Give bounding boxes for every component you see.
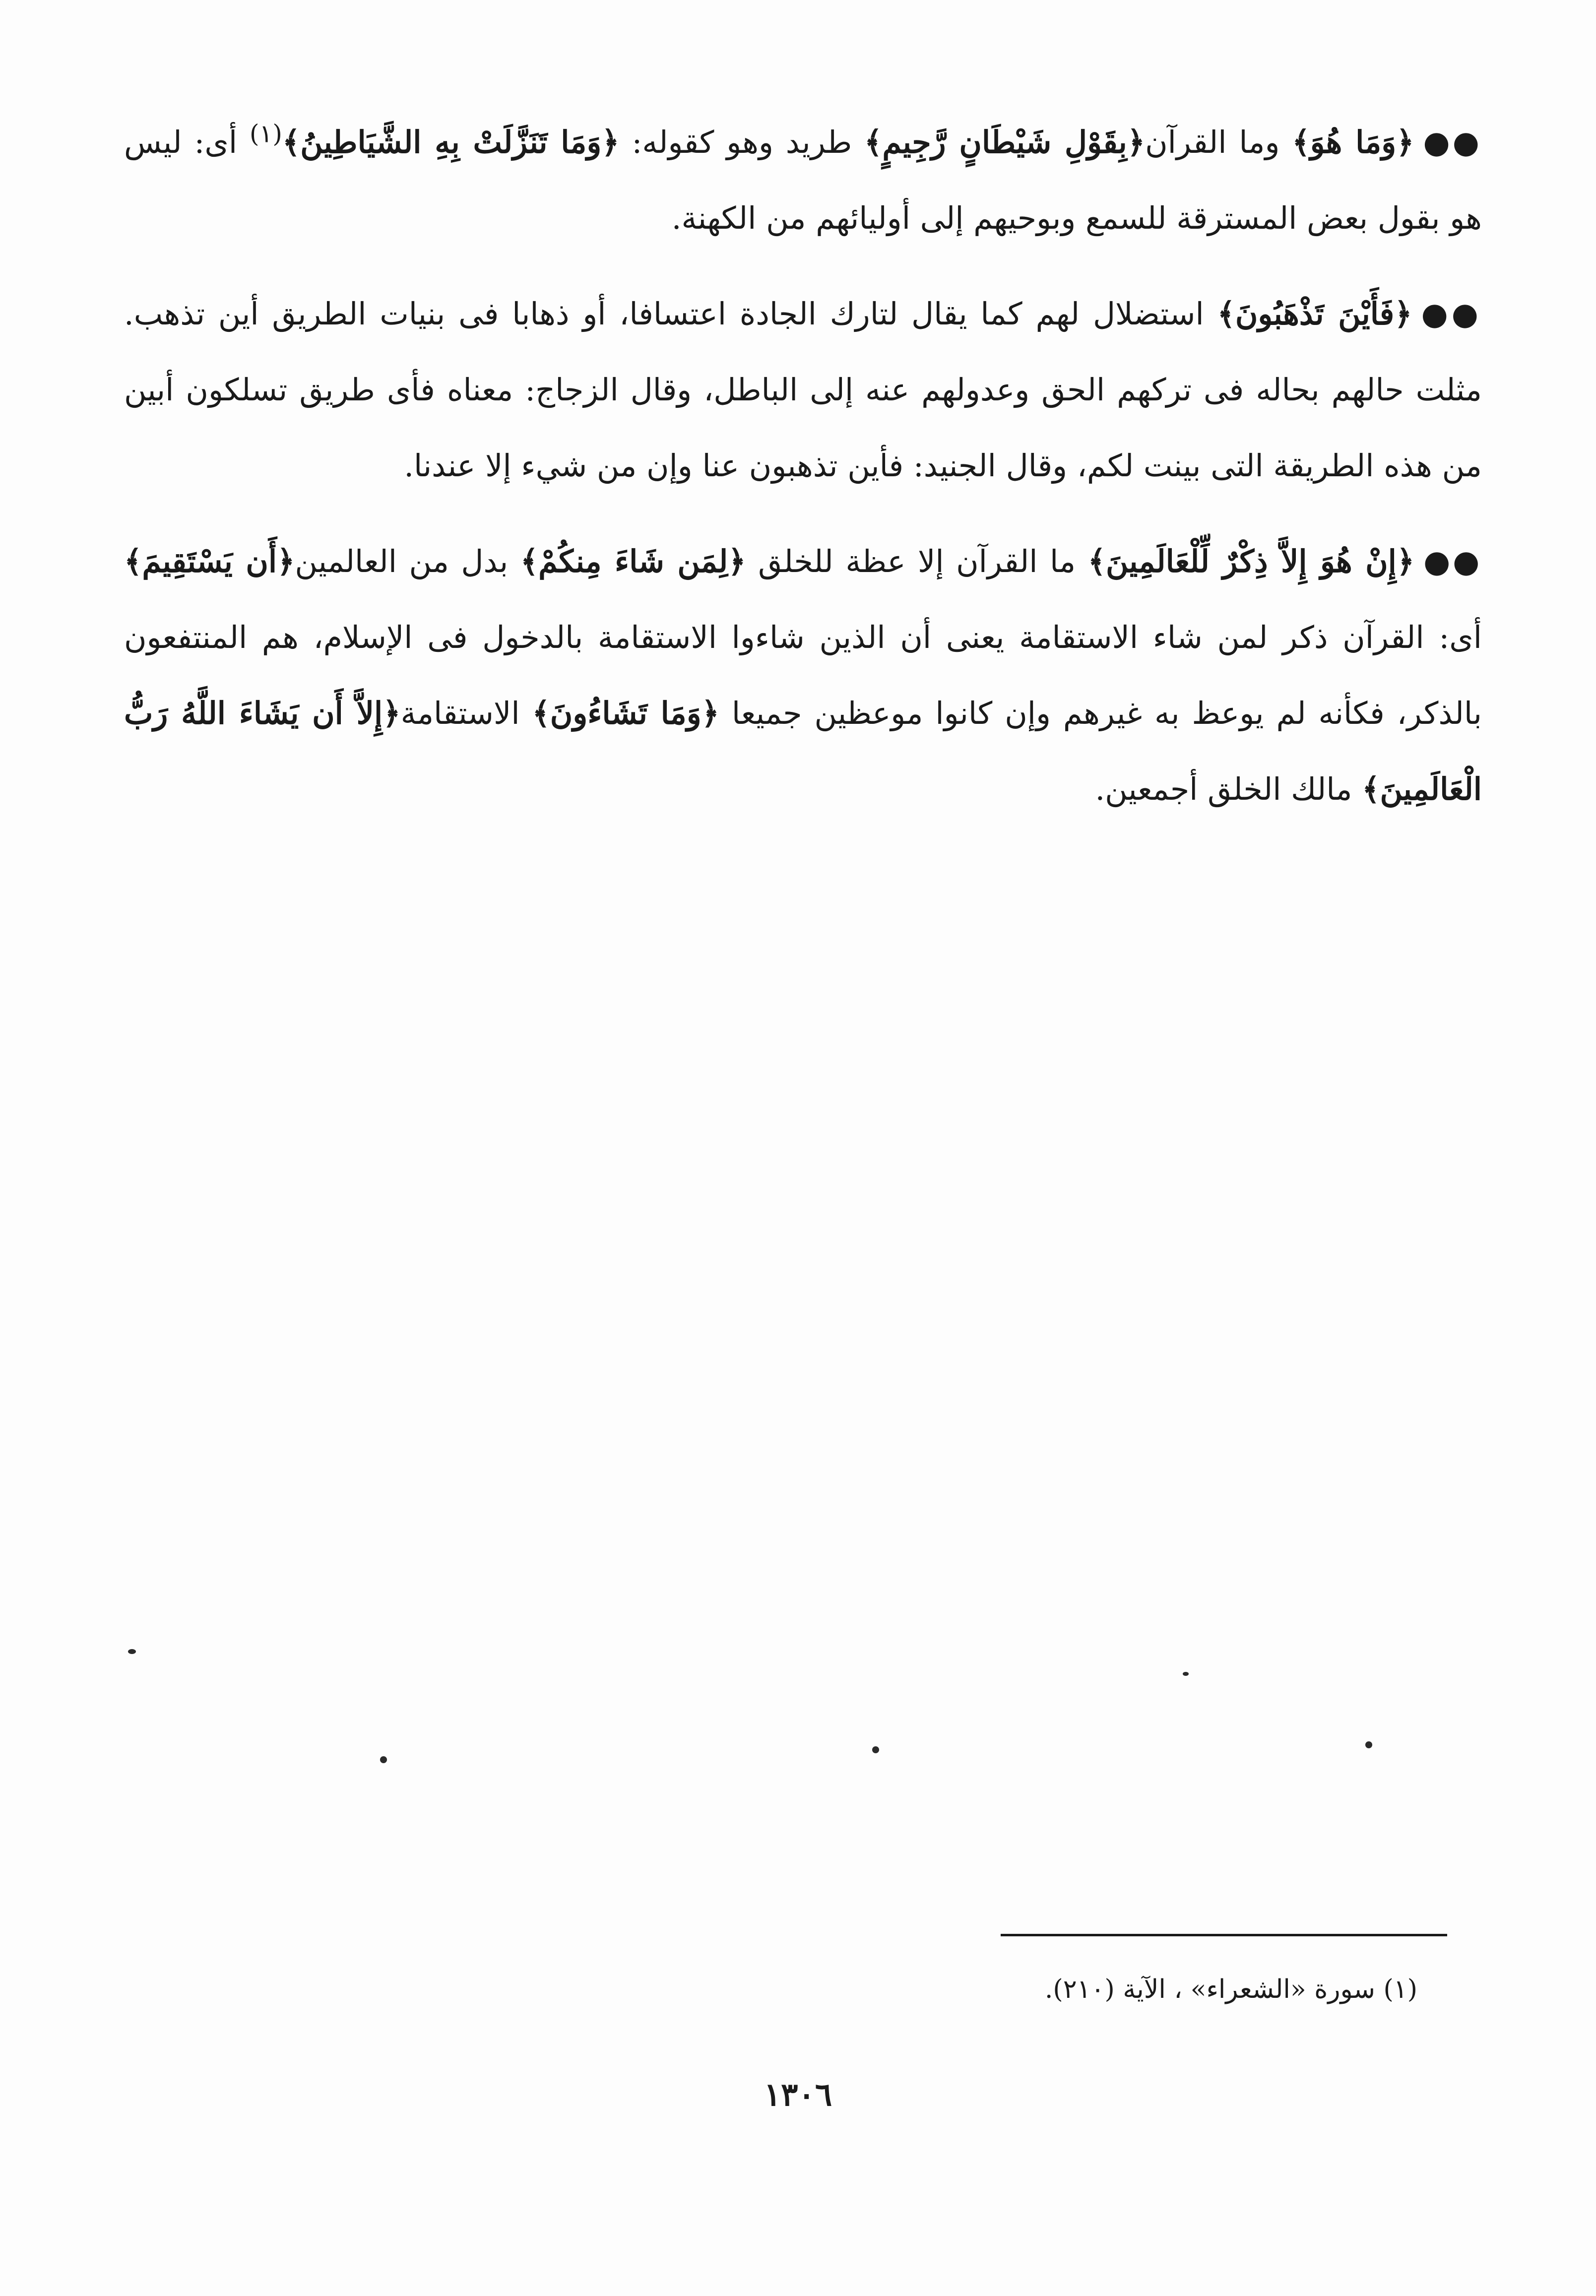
- commentary-text: وما القرآن: [1145, 124, 1292, 160]
- commentary-text: بدل من العالمين: [295, 543, 520, 579]
- commentary-text: طريد وهو كقوله:: [619, 124, 865, 160]
- quran-quote: ﴿وَمَا تَنَزَّلَتْ بِهِ الشَّيَاطِينُ﴾: [282, 124, 620, 160]
- footnote-separator: [1001, 1934, 1447, 1936]
- commentary-text: أى: القرآن ذكر لمن شاء الاستقامة يعنى أن الذين شاءوا الاستقامة بالدخول فى الإسلام، هم المنتفعون بالذكر، فكأنه لم يوعظ به غيرهم وإن كانوا موعظين جميعا: [124, 619, 1482, 731]
- footnote: (١) سورة «الشعراء» ، الآية (٢١٠).: [1044, 1975, 1417, 2004]
- quran-quote: ﴿لِمَن شَاءَ مِنكُمْ﴾: [520, 543, 746, 579]
- bullet-marker: ●●: [1421, 296, 1482, 332]
- quran-quote: ﴿إِنْ هُوَ إِلاَّ ذِكْرٌ لِّلْعَالَمِينَ﴾: [1087, 543, 1415, 579]
- scan-speck: [380, 1756, 387, 1763]
- quran-quote: ﴿وَمَا تَشَاءُونَ﴾: [532, 695, 720, 731]
- footnote-reference[interactable]: (١): [250, 119, 282, 148]
- quran-quote: ﴿فَأَيْنَ تَذْهَبُونَ﴾: [1217, 296, 1412, 332]
- scan-speck: [128, 1649, 136, 1654]
- paragraph-2: [124, 276, 1482, 504]
- paragraph-3: [124, 523, 1482, 827]
- scan-speck: [872, 1746, 879, 1753]
- commentary-text: ما القرآن إلا عظة للخلق: [746, 543, 1088, 579]
- quran-quote: ﴿أَن يَسْتَقِيمَ﴾: [124, 543, 295, 579]
- scan-speck: [1365, 1741, 1372, 1748]
- bullet-marker: ●●: [1423, 124, 1482, 160]
- quran-quote: ﴿بِقَوْلِ شَيْطَانٍ رَّجِيمٍ﴾: [864, 124, 1146, 160]
- commentary-text: استضلال لهم كما يقال لتارك الجادة اعتسافا، أو ذهابا فى بنيات الطريق أين تذهب. مثلت حالهم بحاله فى تركهم الحق وعدولهم عنه إلى الباطل، وقال الزجاج: معناه فأى طريق تسلكون أبين من هذه الطريقة التى بينت لكم، وقال الجنيد: فأين تذهبون عنا وإن من شيء إلا عندنا.: [124, 296, 1482, 484]
- commentary-text: أى: ليس هو بقول بعض المسترقة للسمع وبوحيهم إلى أوليائهم من الكهنة.: [124, 124, 1482, 236]
- quran-quote: ﴿وَمَا هُوَ﴾: [1292, 124, 1414, 160]
- quran-quote: ﴿إِلاَّ أَن يَشَاءَ اللَّهُ رَبُّ الْعَالَمِينَ﴾: [124, 695, 1482, 807]
- scan-speck: [1183, 1672, 1189, 1676]
- commentary-text: مالك الخلق أجمعين.: [1095, 771, 1362, 807]
- main-text: [124, 104, 1482, 847]
- paragraph-1: [124, 104, 1482, 256]
- commentary-text: الاستقامة: [400, 695, 532, 731]
- bullet-marker: ●●: [1423, 543, 1482, 579]
- page-number: ١٣٠٦: [764, 2076, 832, 2113]
